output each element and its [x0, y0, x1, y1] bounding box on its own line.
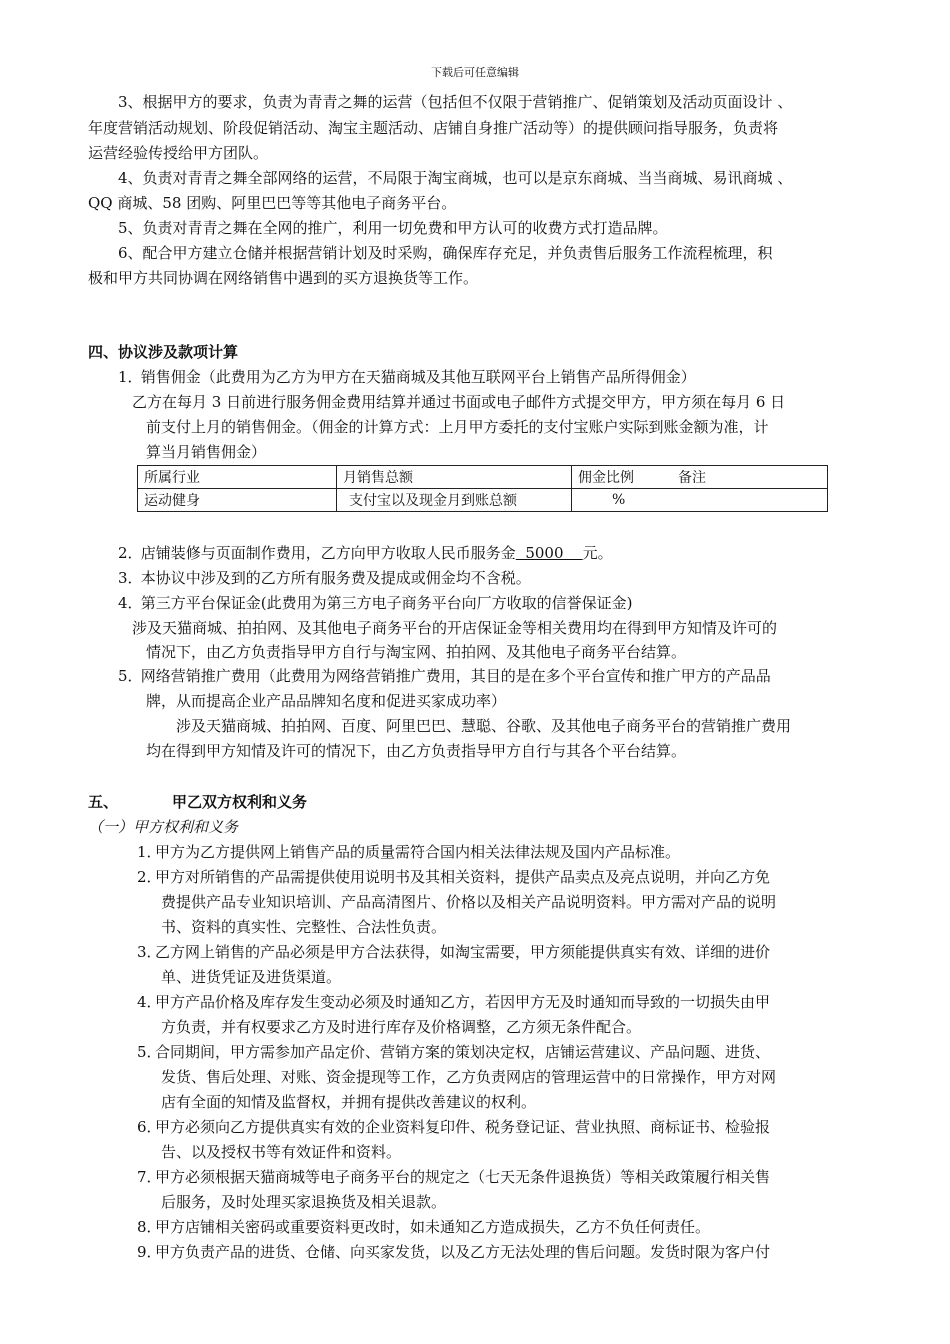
section-5-number: 五、: [88, 793, 119, 811]
section-4-title: 四、协议涉及款项计算: [88, 343, 239, 361]
s5-item-3-line-1: 乙方网上销售的产品必须是甲方合法获得，如淘宝需要，甲方须能提供真实有效、详细的进价: [155, 943, 771, 961]
s5-item-6: [137, 1117, 770, 1137]
s5-item-2-line-2: 费提供产品专业知识培训、产品高清图片、价格以及相关产品说明资料。甲方需对产品的说明: [161, 893, 777, 911]
s5-item-9-number: 9．: [137, 1243, 162, 1261]
s5-item-6-number: 6．: [137, 1118, 162, 1136]
s5-item-1-number: 1．: [137, 843, 162, 861]
item-5-line: 5、负责对青青之舞在全网的推广，利用一切免费和甲方认可的收费方式打造品牌。: [118, 219, 668, 237]
section-4-p5-title: [118, 666, 771, 686]
s5-item-7-line-2: 后服务，及时处理买家退换货及相关退款。: [161, 1193, 447, 1211]
p1-line-2: 前支付上月的销售佣金。（佣金的计算方式：上月甲方委托的支付宝账户实际到账金额为准，计: [146, 418, 769, 436]
p1-line-1: 乙方在每月 3 日前进行服务佣金费用结算并通过书面或电子邮件方式提交甲方，甲方须在每月 6 日: [132, 393, 786, 411]
s5-item-8-number: 8．: [137, 1218, 162, 1236]
p2-number: 2．: [118, 544, 143, 562]
s5-item-5-line-1: 合同期间，甲方需参加产品定价、营销方案的策划决定权，店铺运营建议、产品问题、进货、: [155, 1043, 771, 1061]
p3-text: 本协议中涉及到的乙方所有服务费及提成或佣金均不含税。: [140, 569, 531, 587]
s5-item-2-number: 2．: [137, 868, 162, 886]
s5-item-4: [137, 992, 770, 1012]
s5-item-5-line-3: 店有全面的知情及监督权，并拥有提供改善建议的权利。: [161, 1093, 537, 1111]
s5-item-8: [137, 1217, 710, 1237]
s5-item-7: [137, 1167, 770, 1187]
item-3-line-1: 3、根据甲方的要求，负责为青青之舞的运营（包括但不仅限于营销推广、促销策划及活动页面设计 、: [118, 93, 793, 111]
s5-item-2: [137, 867, 770, 887]
p2-text-pre: 店铺装修与页面制作费用，乙方向甲方收取人民币服务金: [140, 544, 516, 562]
s5-item-5-number: 5．: [137, 1043, 162, 1061]
s5-item-5-line-2: 发货、售后处理、对账、资金提现等工作，乙方负责网店的管理运营中的日常操作，甲方对网: [161, 1068, 777, 1086]
p5-line-2: 涉及天猫商城、拍拍网、百度、阿里巴巴、慧聪、谷歌、及其他电子商务平台的营销推广费用: [176, 717, 792, 735]
table-header-industry: 所属行业: [138, 466, 337, 489]
s5-item-1-text: 甲方为乙方提供网上销售产品的质量需符合国内相关法律法规及国内产品标准。: [155, 843, 681, 861]
s5-item-9-text: 甲方负责产品的进货、仓储、向买家发货，以及乙方无法处理的售后问题。发货时限为客户付: [155, 1243, 771, 1261]
p4-line-1: 涉及天猫商城、拍拍网、及其他电子商务平台的开店保证金等相关费用均在得到甲方知情及许可的: [132, 619, 778, 637]
table-header-rate-note: [572, 466, 828, 489]
table-cell-industry: 运动健身: [138, 489, 337, 512]
section-4-p4-title: [118, 593, 633, 613]
p1-title-text: 销售佣金（此费用为乙方为甲方在天猫商城及其他互联网平台上销售产品所得佣金）: [140, 368, 696, 386]
p5-line-1: 牌，从而提高企业产品品牌知名度和促进买家成功率）: [146, 692, 507, 710]
table-cell-rate: %: [572, 489, 828, 512]
item-3-line-3: 运营经验传授给甲方团队。: [88, 144, 269, 162]
s5-item-7-number: 7．: [137, 1168, 162, 1186]
s5-item-4-number: 4．: [137, 993, 162, 1011]
item-3-line-2: 年度营销活动规划、阶段促销活动、淘宝主题活动、店铺自身推广活动等）的提供顾问指导服务，负责将: [88, 119, 779, 137]
s5-item-7-line-1: 甲方必须根据天猫商城等电子商务平台的规定之（七天无条件退换货）等相关政策履行相关售: [155, 1168, 771, 1186]
section-4-p2: [118, 543, 613, 563]
s5-item-3-number: 3．: [137, 943, 162, 961]
item-4-line-1: 4、负责对青青之舞全部网络的运营，不局限于淘宝商城，也可以是京东商城、当当商城、易讯商城 、: [118, 169, 793, 187]
item-6-line-1: 6、配合甲方建立仓储并根据营销计划及时采购，确保库存充足，并负责售后服务工作流程梳理，积: [118, 244, 773, 262]
s5-item-4-line-2: 方负责，并有权要求乙方及时进行库存及价格调整，乙方须无条件配合。: [161, 1018, 642, 1036]
table-cell-sales: 支付宝以及现金月到账总额: [337, 489, 572, 512]
s5-item-3: [137, 942, 770, 962]
p2-text-post: 元。: [582, 544, 613, 562]
table-header-note: 备注: [678, 470, 706, 486]
s5-item-2-line-3: 书、资料的真实性、完整性、合法性负责。: [161, 918, 447, 936]
p4-title-text: 第三方平台保证金(此费用为第三方电子商务平台向厂方收取的信誉保证金): [140, 594, 633, 612]
section-4-p1-title: [118, 367, 696, 387]
p4-line-2: 情况下，由乙方负责指导甲方自行与淘宝网、拍拍网、及其他电子商务平台结算。: [146, 643, 687, 661]
s5-item-1: [137, 842, 680, 862]
item-6-line-2: 极和甲方共同协调在网络销售中遇到的买方退换货等工作。: [88, 269, 479, 287]
s5-item-5: [137, 1042, 770, 1062]
s5-item-8-text: 甲方店铺相关密码或重要资料更改时，如未通知乙方造成损失，乙方不负任何责任。: [155, 1218, 711, 1236]
section-4-p3: [118, 568, 531, 588]
section-5-title: 甲乙双方权利和义务: [172, 793, 308, 811]
p5-number: 5．: [118, 667, 143, 685]
p3-number: 3．: [118, 569, 143, 587]
table-header-row: [138, 466, 828, 489]
item-4-line-2: QQ 商城、58 团购、阿里巴巴等等其他电子商务平台。: [88, 194, 457, 212]
s5-item-4-line-1: 甲方产品价格及库存发生变动必须及时通知乙方，若因甲方无及时通知而导致的一切损失由甲: [155, 993, 771, 1011]
p5-line-3: 均在得到甲方知情及许可的情况下，由乙方负责指导甲方自行与其各个平台结算。: [146, 742, 687, 760]
section-5-subtitle: （一）甲方权利和义务: [88, 818, 239, 836]
s5-item-6-line-2: 告、以及授权书等有效证件和资料。: [161, 1143, 402, 1161]
s5-item-6-line-1: 甲方必须向乙方提供真实有效的企业资料复印件、税务登记证、营业执照、商标证书、检验报: [155, 1118, 771, 1136]
table-header-monthly-sales: 月销售总额: [337, 466, 572, 489]
s5-item-9: [137, 1242, 770, 1262]
table-row: [138, 489, 828, 512]
p4-number: 4．: [118, 594, 143, 612]
page-header: 下载后可任意编辑: [431, 66, 519, 79]
p1-number: 1．: [118, 368, 143, 386]
s5-item-2-line-1: 甲方对所销售的产品需提供使用说明书及其相关资料，提供产品卖点及亮点说明，并向乙方免: [155, 868, 771, 886]
s5-item-3-line-2: 单、进货凭证及进货渠道。: [161, 968, 342, 986]
p1-line-3: 算当月销售佣金）: [146, 443, 267, 461]
p5-title-text: 网络营销推广费用（此费用为网络营销推广费用，其目的是在多个平台宣传和推广甲方的产品品: [140, 667, 771, 685]
p2-amount: 5000: [515, 544, 583, 562]
table-header-rate: 佣金比例: [578, 470, 634, 486]
commission-table: [137, 465, 828, 512]
